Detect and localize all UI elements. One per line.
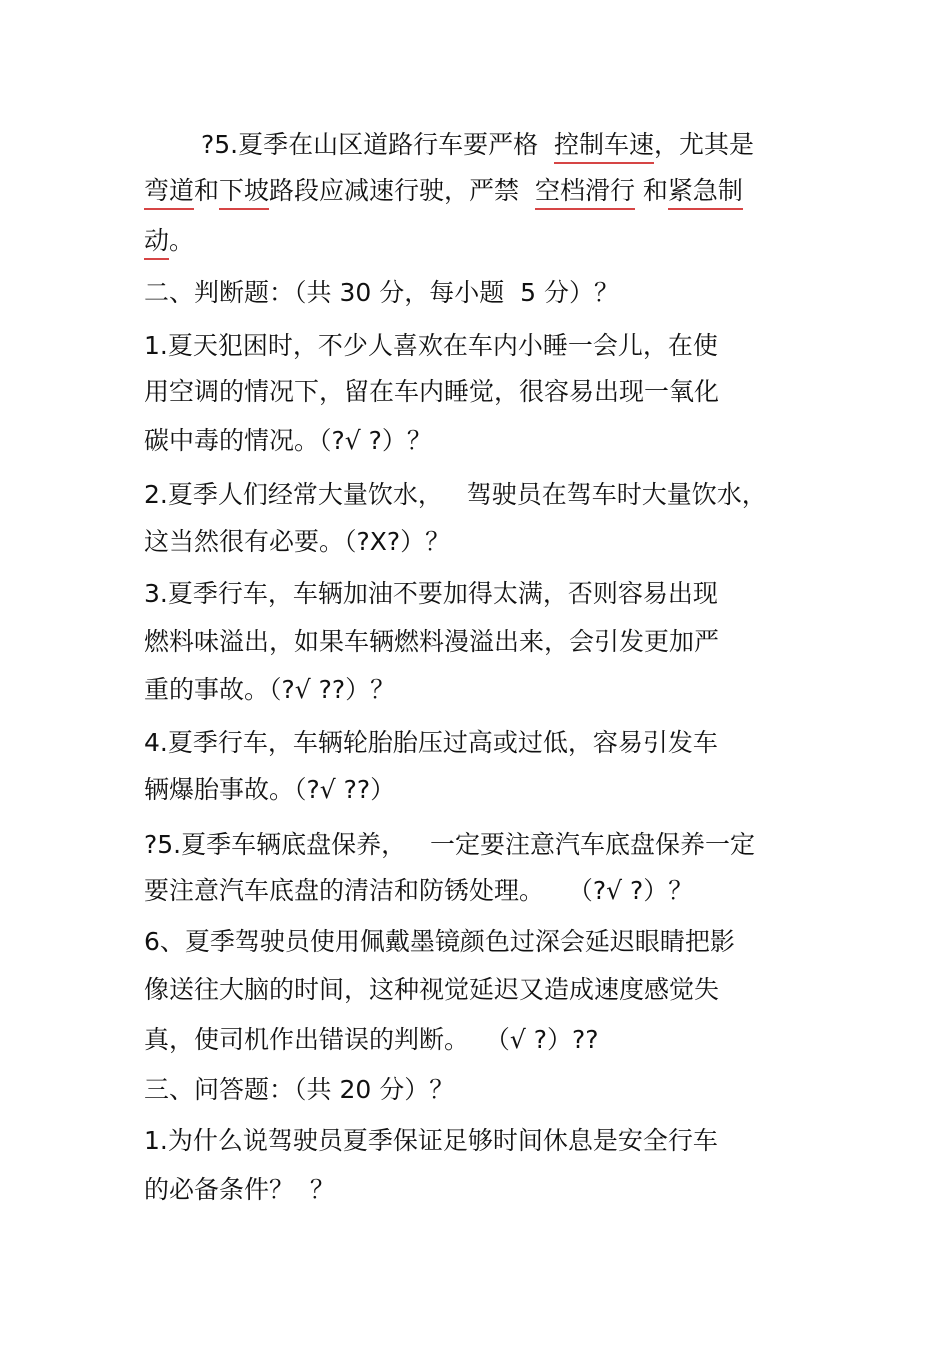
fill-q5-mid1: 和 — [194, 176, 220, 205]
tf-q2-line1: 2.夏季人们经常大量饮水， 驾驶员在驾车时大量饮水， — [144, 480, 767, 509]
tf-q5-line2: 要注意汽车底盘的清洁和防锈处理。 （?√ ?）？ — [144, 876, 694, 905]
fill-q5-blank2: 弯道 — [144, 176, 194, 210]
tf-q2-line2: 这当然很有必要。（?X?）？ — [144, 527, 451, 556]
tf-q3-line2: 燃料味溢出，如果车辆燃料漫溢出来，会引发更加严 — [144, 627, 720, 656]
fill-q5-blank5: 紧急制 — [668, 176, 743, 210]
tf-q3-line3: 重的事故。（?√ ??）？ — [144, 675, 396, 704]
tf-q3-line1: 3.夏季行车，车辆加油不要加得太满，否则容易出现 — [144, 579, 718, 608]
fill-q5-blank5-cont: 动 — [144, 226, 169, 260]
fill-q5-mid2: 路段应减速行驶，严禁 — [269, 176, 535, 205]
fill-q5-end: 。 — [169, 226, 195, 255]
fill-q5-blank3: 下坡 — [219, 176, 269, 210]
fill-q5-line1 — [144, 128, 754, 164]
qa-q1-line2: 的必备条件？ ？ — [144, 1175, 335, 1204]
fill-q5-blank4: 空档滑行 — [535, 176, 635, 210]
tf-q1-line2: 用空调的情况下，留在车内睡觉，很容易出现一氧化 — [144, 377, 720, 406]
tf-q6-line2: 像送往大脑的时间，这种视觉延迟又造成速度感觉失 — [144, 975, 720, 1004]
tf-q1-line3: 碳中毒的情况。（?√ ?）？ — [144, 426, 432, 455]
fill-q5-blank1: 控制车速 — [554, 130, 654, 164]
fill-q5-line3 — [144, 224, 194, 260]
tf-q6-line3: 真，使司机作出错误的判断。 （√ ?）?? — [144, 1025, 599, 1054]
tf-q4-line1: 4.夏季行车，车辆轮胎胎压过高或过低，容易引发车 — [144, 728, 718, 757]
fill-q5-suffix: ，尤其是 — [654, 130, 755, 159]
fill-q5-line2 — [144, 174, 743, 210]
tf-q1-line1: 1.夏天犯困时，不少人喜欢在车内小睡一会儿，在使 — [144, 331, 718, 360]
qa-q1-line1: 1.为什么说驾驶员夏季保证足够时间休息是安全行车 — [144, 1126, 718, 1155]
fill-q5-prefix: ?5.夏季在山区道路行车要严格 — [201, 130, 555, 159]
fill-q5-mid3: 和 — [634, 176, 668, 205]
tf-q5-line1: ?5.夏季车辆底盘保养， 一定要注意汽车底盘保养一定 — [144, 830, 755, 859]
section2-heading: 二、判断题：（共 30 分，每小题 5 分）？ — [144, 278, 619, 307]
tf-q6-line1: 6、夏季驾驶员使用佩戴墨镜颜色过深会延迟眼睛把影 — [144, 927, 735, 956]
tf-q4-line2: 辆爆胎事故。（?√ ??） — [144, 775, 396, 804]
section3-heading: 三、问答题：（共 20 分）？ — [144, 1075, 455, 1104]
